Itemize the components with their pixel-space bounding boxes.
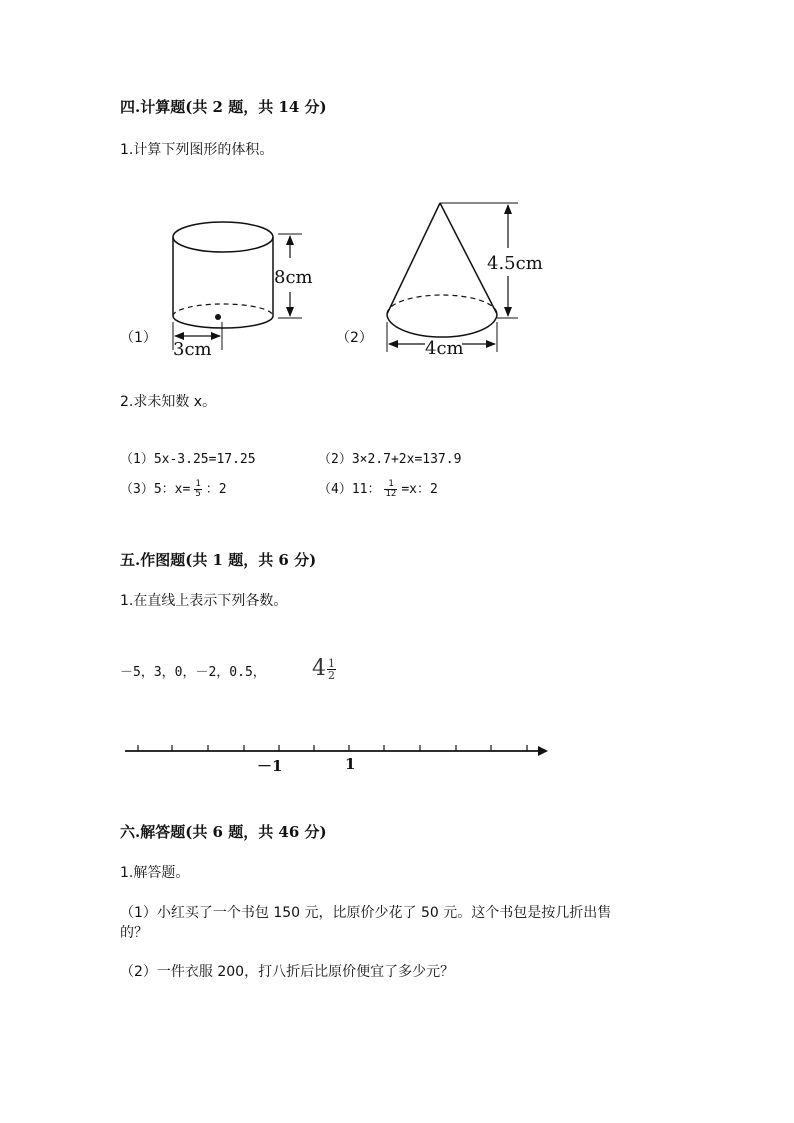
equation-3 <box>120 476 227 504</box>
fraction-numerator: 1 <box>328 656 335 670</box>
q6-1-sub2: （2）一件衣服 200，打八折后比原价便宜了多少元？ <box>120 964 455 980</box>
numbers-to-plot: －5，3，0，－2，0.5， <box>120 665 266 680</box>
number-line[interactable] <box>120 740 560 780</box>
equation-4-prefix: （4）11： <box>318 482 381 497</box>
mixed-fraction <box>327 658 336 681</box>
equation-3-fraction <box>194 480 201 499</box>
section4-heading: 四.计算题(共 2 题，共 14 分) <box>120 98 327 116</box>
cylinder-height-label: 8cm <box>274 267 313 288</box>
mixed-number <box>312 652 340 686</box>
figure2-tag: （2） <box>336 330 373 346</box>
number-line-ticks <box>138 745 527 751</box>
equation-1: （1）5x-3.25=17.25 <box>120 452 256 467</box>
cylinder-radius-label: 3cm <box>173 339 212 360</box>
equation-2: （2）3×2.7+2x=137.9 <box>318 452 462 467</box>
q4-2-prompt: 2.求未知数 x。 <box>120 394 217 410</box>
section5-heading: 五.作图题(共 1 题，共 6 分) <box>120 551 317 569</box>
q5-1-prompt: 1.在直线上表示下列各数。 <box>120 593 288 609</box>
q6-1-prompt: 1.解答题。 <box>120 865 190 881</box>
tick-label-neg1: －1 <box>257 757 283 775</box>
equation-4-suffix: =x：2 <box>401 482 438 497</box>
equation-3-suffix: ：2 <box>205 482 227 497</box>
section6-heading: 六.解答题(共 6 题，共 46 分) <box>120 823 327 841</box>
equation-4 <box>318 476 438 504</box>
fraction-numerator: 1 <box>384 480 397 490</box>
mixed-whole: 4 <box>312 656 326 681</box>
fraction-denominator: 5 <box>195 489 201 499</box>
q4-1-prompt: 1.计算下列图形的体积。 <box>120 142 274 158</box>
equation-3-prefix: （3）5：x= <box>120 482 191 497</box>
figure1-tag: （1） <box>120 330 157 346</box>
tick-label-pos1: 1 <box>345 755 356 773</box>
fraction-denominator: 12 <box>385 489 397 499</box>
equation-4-fraction <box>384 480 397 499</box>
fraction-numerator: 1 <box>195 479 201 489</box>
fraction-denominator: 2 <box>328 668 335 682</box>
q6-1-sub1-line2: 的？ <box>120 925 148 941</box>
cone-height-label: 4.5cm <box>487 253 543 274</box>
q6-1-sub1-line1: （1）小红买了一个书包 150 元，比原价少花了 50 元。这个书包是按几折出售 <box>120 905 612 921</box>
cone-diameter-label: 4cm <box>425 338 464 359</box>
number-line-arrow <box>538 746 548 756</box>
cone-figure <box>387 203 518 352</box>
